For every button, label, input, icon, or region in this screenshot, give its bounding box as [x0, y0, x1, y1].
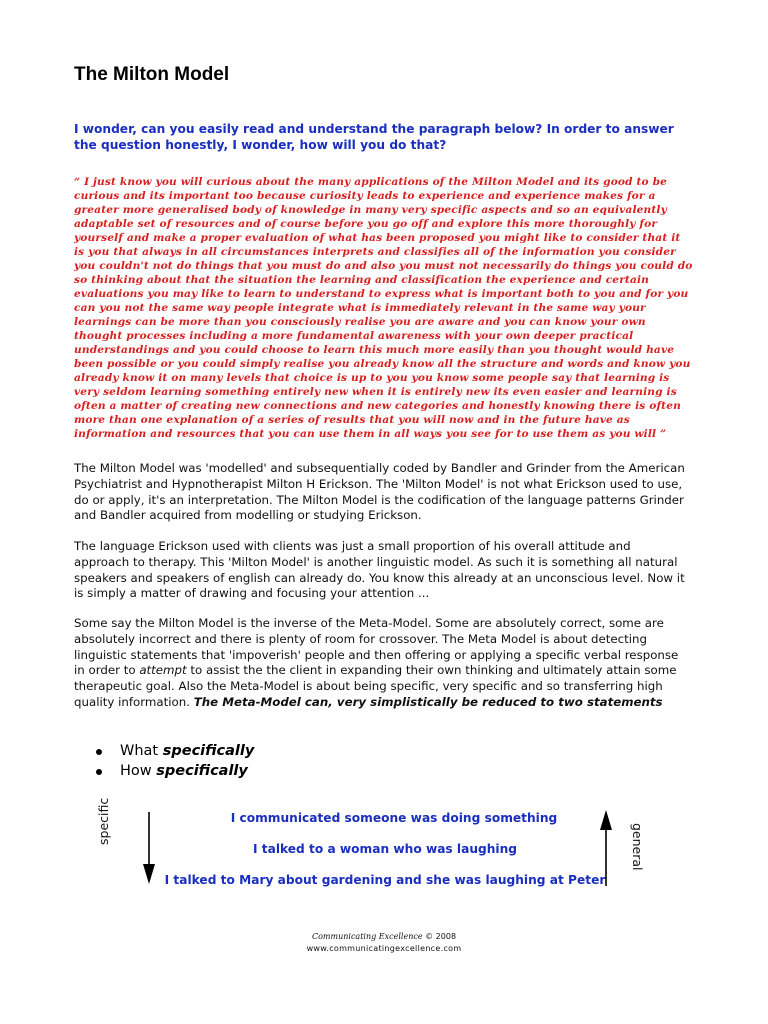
specific-label: specific [96, 797, 111, 845]
footer-year: © 2008 [425, 932, 457, 941]
footer-copyright [0, 932, 768, 941]
intro-question: I wonder, can you easily read and understand the paragraph below? In order to answer the question honestly, I wonder, how will you do that? [74, 122, 674, 152]
paragraph-origin: The Milton Model was 'modelled' and subsequentially coded by Bandler and Grinder from the American Psychiatrist and Hypnotherapist Milton H Erickson. The 'Milton Model' is not what Erickson used to use, do or apply, it's an interpretation. The Milton Model is the codification of the language patterns Grinder and Bandler acquired from modelling or studying Erickson. [74, 461, 685, 523]
footer-url: www.communicatingexcellence.com [306, 944, 462, 953]
footer-brand: Communicating Excellence [311, 932, 423, 941]
page-title: The Milton Model [74, 64, 230, 85]
paragraph-meta-model-closing: The Meta-Model can, very simplistically be reduced to two statements [193, 694, 663, 709]
bullet-icon [96, 769, 102, 775]
emphasis-attempt: attempt [139, 663, 187, 678]
arrow-down-icon [140, 812, 158, 886]
arrow-up-icon [597, 808, 615, 886]
bullet-word: How [120, 763, 152, 779]
diagram-line-specific: I talked to Mary about gardening and she was laughing at Peter [164, 873, 606, 887]
bullet-emphasis: specifically [162, 743, 255, 759]
paragraph-meta-model-part1: Some say the Milton Model is the inverse of the Meta-Model. Some are absolutely correct, some are absolutely incorrect and there is plenty of room for crossover. The Meta Model is about detecting linguistic statements that 'impoverish' people and then offering or applying a specific verbal response in order to [74, 616, 679, 678]
paragraph-language: The language Erickson used with clients was just a small proportion of his overall attitude and approach to therapy. This 'Milton Model' is another linguistic model. As such it is something all natural speakers and speakers of english can already do. You know this already at an unconscious level. Now it is simply a matter of drawing and focusing your attention ... [74, 539, 685, 601]
paragraph-meta-model-part2: to assist the the client in expanding their own thinking and ultimately attain some therapeutic goal. Also the Meta-Model is about being specific, very specific and so transferring high quality information. [74, 663, 677, 709]
general-label: general [630, 823, 645, 871]
list-item [74, 761, 254, 781]
bullet-icon [96, 749, 102, 755]
list-item [74, 741, 254, 761]
bullet-emphasis: specifically [156, 763, 248, 779]
specifically-list [74, 741, 254, 781]
paragraph-meta-model [74, 616, 689, 711]
milton-quote: “ I just know you will curious about the many applications of the Milton Model and its good to be curious and its important too because curiosity leads to experience and experience makes for a greater more generalised body of knowledge in many very specific aspects and so an equivalently adaptable set of resources and of course before you go off and explore this more thoroughly for yourself and make a proper evaluation of what has been proposed you might like to consider that it is you that always in all circumstances interprets and classifies all of the information you consider you couldn't not do things that you must do and also you must not necessarily do things you could do so thinking about that the situation the learning and classification the experience and certain evaluations you may like to learn to understand to express what is important both to you and for you can you not the same way people integrate what is immediately relevant in the same way your learnings can be more than you consciously realise you are aware and you can know your own thought processes including a more fundamental awareness with your own deeper practical understandings and you could choose to learn this much more easily than you thought would have been possible or you could simply realise you already know all the structure and words and know you already know it on many levels that choice is up to you you know some people say that learning is very seldom learning something entirely new when it is entirely new its even easier and learning is often a matter of creating new connections and new categories and honestly knowing there is often more than one explanation of a series of results that you will now and in the future have as information and resources that you can use them in all ways you see for to use them as you will ” [74, 176, 693, 440]
diagram-line-middle: I talked to a woman who was laughing [253, 842, 517, 856]
diagram-line-general: I communicated someone was doing something [230, 811, 558, 825]
bullet-word: What [120, 743, 159, 759]
